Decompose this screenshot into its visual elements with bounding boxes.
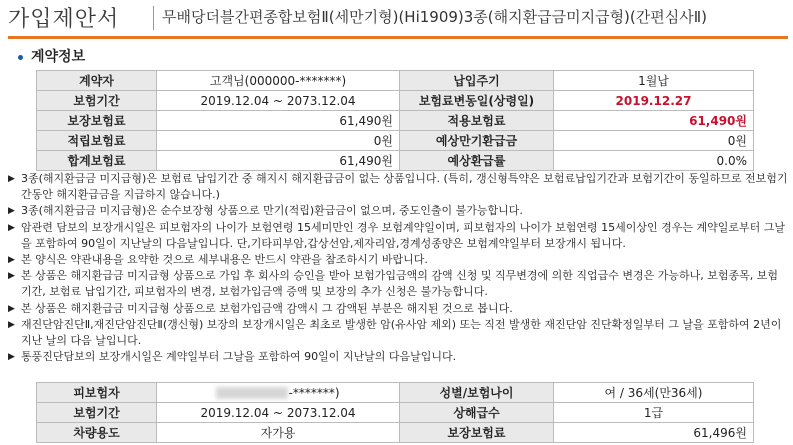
value-coverage-premium: 61,490원 <box>157 111 400 131</box>
list-item <box>8 220 788 252</box>
list-item <box>8 349 788 365</box>
table-row <box>37 403 754 423</box>
page-title: 가입제안서 <box>8 7 120 32</box>
value-insurance-period: 2019.12.04 ~ 2073.12.04 <box>157 91 400 111</box>
label-insured: 피보험자 <box>37 383 157 403</box>
note-text: 본 양식은 약관내용을 요약한 것으로 세부내용은 반드시 약관을 참조하시기 바랍니다. <box>21 253 428 267</box>
note-text: 3종(해지환급금 미지급형)은 순수보장형 상품으로 만기(적립)환급금이 없으며, 중도인출이 불가능합니다. <box>21 204 523 218</box>
value-refund-rate: 0.0% <box>554 151 754 171</box>
label-vehicle-use: 차량용도 <box>37 423 157 443</box>
table-row <box>37 423 754 443</box>
label-gender-age: 성별/보험나이 <box>400 383 554 403</box>
notes-list <box>8 171 788 365</box>
header <box>0 0 793 40</box>
label-premium-change-date: 보험료변동일(상령일) <box>400 91 554 111</box>
label-maturity-refund: 예상만기환급금 <box>400 131 554 151</box>
triangle-right-icon: ▶ <box>8 271 15 282</box>
section-title: 계약정보 <box>31 49 86 65</box>
triangle-right-icon: ▶ <box>8 255 15 266</box>
triangle-right-icon: ▶ <box>8 352 15 363</box>
note-text: 본 상품은 해지환급금 미지급형 상품으로 가입 후 회사의 승인을 받아 보험가입금액의 감액 신청 및 직무변경에 의한 직업급수 변경은 가능하나, 보험종목, 보험기간, 보험료 납입기간, 피보험자의 변경, 보험가입금액 증액 및 보장의 추가 신청은 불가능합니다. <box>21 269 778 299</box>
contract-table <box>36 70 754 171</box>
value-gender-age: 여 / 36세(만36세) <box>554 383 754 403</box>
label-applied-premium: 적용보험료 <box>400 111 554 131</box>
value-policyholder: 고객님(000000-*******) <box>157 71 400 91</box>
list-item <box>8 317 788 349</box>
list-item <box>8 203 788 219</box>
table-row <box>37 383 754 403</box>
list-item <box>8 171 788 203</box>
list-item <box>8 301 788 317</box>
triangle-right-icon: ▶ <box>8 206 15 217</box>
insured-table <box>36 382 754 443</box>
table-row <box>37 91 754 111</box>
note-text: 본 상품은 해지환급금 미지급형 상품으로 보험가입금액 감액시 그 감액된 부분은 해지된 것으로 봅니다. <box>21 301 513 315</box>
note-text: 3종(해지환급금 미지급형)은 보험료 납입기간 중 해지시 해지환급금이 없는 상품입니다. (특히, 갱신형특약은 보험료납입기간과 보험기간이 동일하므로 전보험기간동안 해지환급금을 지급하지 않습니다.) <box>21 172 788 202</box>
note-text: 재진단암진단Ⅱ,재진단암진단Ⅱ(갱신형) 보장의 보장개시일은 최초로 발생한 암(유사암 제외) 또는 직전 발생한 재진단암 진단확정일부터 그 날을 포함하여 2년이 지난 날의 다음 날입니다. <box>21 317 782 348</box>
label-savings-premium: 적립보험료 <box>37 131 157 151</box>
label-refund-rate: 예상환급률 <box>400 151 554 171</box>
bullet-icon <box>18 55 23 60</box>
triangle-right-icon: ▶ <box>8 174 15 184</box>
label-coverage-premium: 보장보험료 <box>37 111 157 131</box>
list-item <box>8 268 788 300</box>
triangle-right-icon: ▶ <box>8 303 15 314</box>
value-vehicle-use: 자가용 <box>157 423 400 443</box>
redacted-name <box>216 387 288 399</box>
value-insured-premium: 61,496원 <box>554 423 754 443</box>
value-payment-cycle: 1월납 <box>554 71 754 91</box>
value-total-premium: 61,490원 <box>157 151 400 171</box>
label-insured-premium: 보장보험료 <box>400 423 554 443</box>
table-row <box>37 151 754 171</box>
value-applied-premium: 61,490원 <box>554 111 754 131</box>
value-insured <box>157 383 400 403</box>
value-maturity-refund: 0원 <box>554 131 754 151</box>
note-text: 통풍진단담보의 보장개시일은 계약일부터 그날을 포함하여 90일이 지난날의 다음날입니다. <box>21 350 457 364</box>
value-insured-period: 2019.12.04 ~ 2073.12.04 <box>157 403 400 423</box>
product-name: 무배당더블간편종합보험Ⅱ(세만기형)(Hi1909)3종(해지환급금미지급형)(간편심사Ⅱ) <box>162 8 707 26</box>
note-text: 암관련 담보의 보장개시일은 피보험자의 나이가 보험연령 15세미만인 경우 보험계약일이며, 피보험자의 나이가 보험연령 15세이상인 경우는 계약일로부터 그날을 포함하여 90일이 지난날의 다음날입니다. 단,기타피부암,갑상선암,제자리암,경계성종양은 보험계약일부터 보장개시 됩니다. <box>21 220 785 250</box>
label-payment-cycle: 납입주기 <box>400 71 554 91</box>
header-underline <box>8 36 788 39</box>
label-total-premium: 합계보험료 <box>37 151 157 171</box>
triangle-right-icon: ▶ <box>8 222 15 233</box>
label-insured-period: 보험기간 <box>37 403 157 423</box>
label-injury-grade: 상해급수 <box>400 403 554 423</box>
title-divider <box>153 6 154 30</box>
section-heading <box>18 46 85 66</box>
list-item <box>8 252 788 268</box>
insured-id-suffix: -*******) <box>288 385 340 400</box>
label-policyholder: 계약자 <box>37 71 157 91</box>
value-premium-change-date: 2019.12.27 <box>554 91 754 111</box>
table-row <box>37 111 754 131</box>
label-insurance-period: 보험기간 <box>37 91 157 111</box>
table-row <box>37 131 754 151</box>
value-injury-grade: 1급 <box>554 403 754 423</box>
triangle-right-icon: ▶ <box>8 319 15 330</box>
table-row <box>37 71 754 91</box>
value-savings-premium: 0원 <box>157 131 400 151</box>
